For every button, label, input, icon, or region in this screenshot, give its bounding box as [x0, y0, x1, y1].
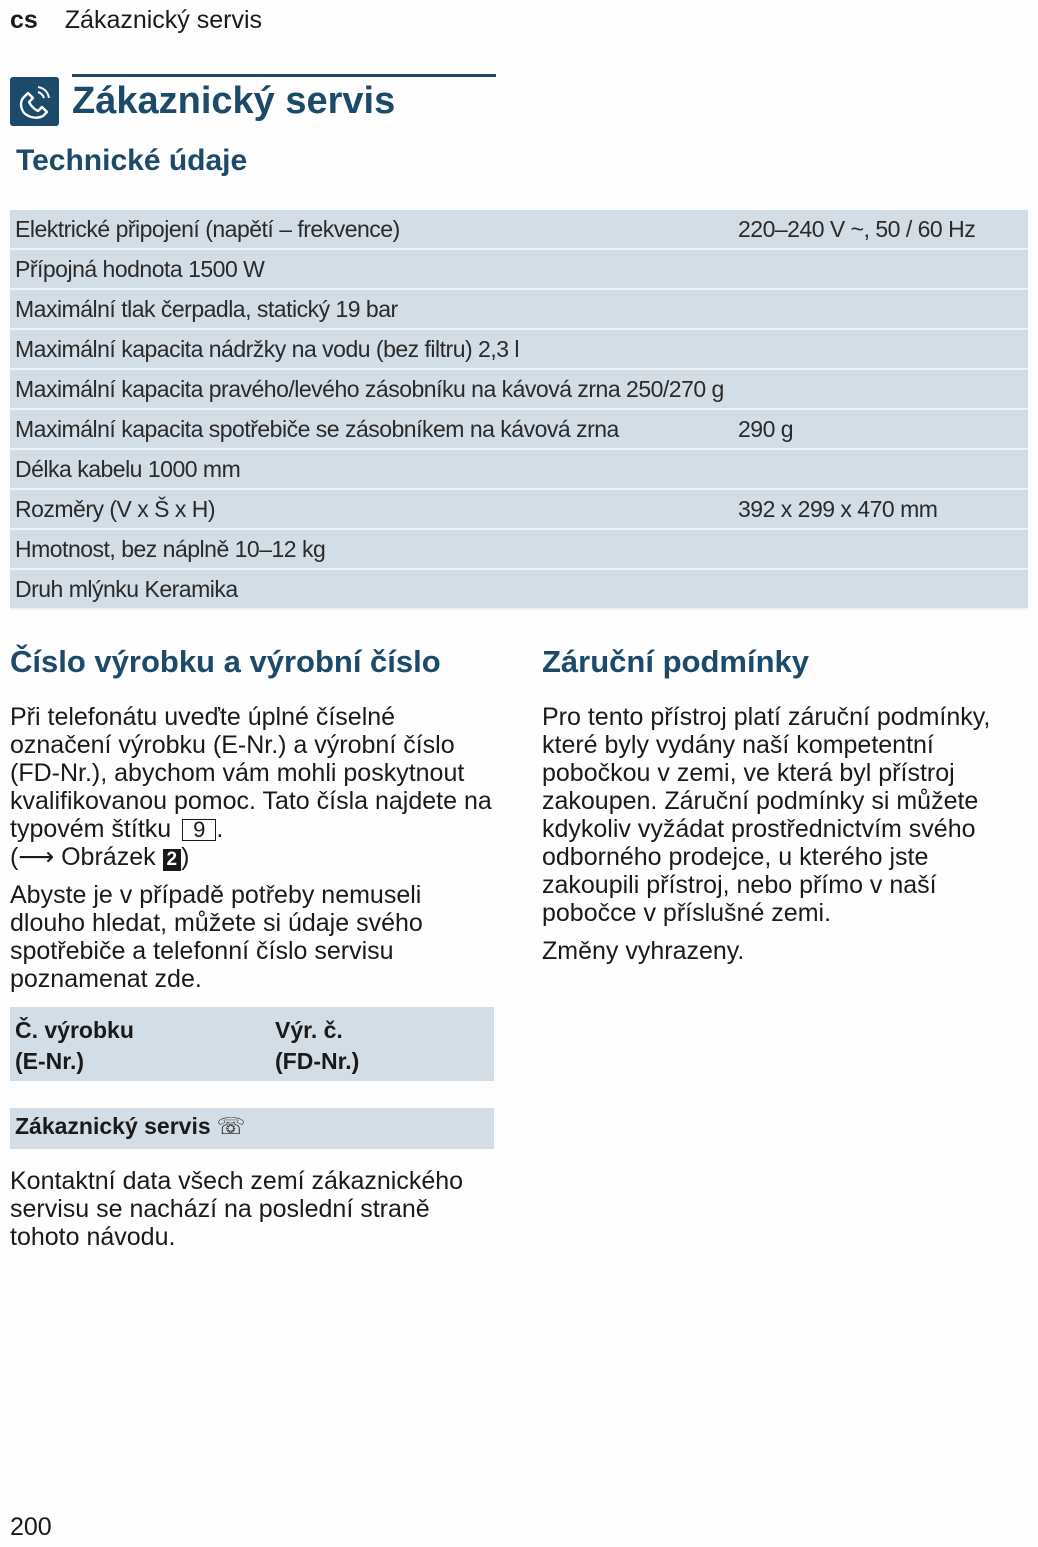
spec-label: Maximální kapacita nádržky na vodu (bez filtru) 2,3 l [15, 336, 520, 362]
spec-label: Maximální kapacita spotřebiče se zásobníkem na kávová zrna [15, 416, 619, 442]
product-number-text: Při telefonátu uveďte úplné číselné označení výrobku (E-Nr.) a výrobní číslo (FD-Nr.), abychom vám mohli poskytnout kvalifikovanou pomoc. Tato čísla najdete na typovém štítku [10, 703, 492, 843]
rating-plate-ref: 9 [182, 819, 216, 841]
figure-ref-text: (⟶ Obrázek [10, 843, 156, 871]
spec-label: Maximální tlak čerpadla, statický 19 bar [15, 296, 398, 322]
spec-label: Přípojná hodnota 1500 W [15, 256, 265, 282]
spec-row [10, 410, 1028, 450]
spec-label: Druh mlýnku Keramika [15, 576, 238, 602]
spec-value: 290 g [738, 416, 794, 442]
language-code: cs [10, 6, 38, 34]
spec-label: Elektrické připojení (napětí – frekvence) [15, 216, 400, 242]
e-nr-label: Č. výrobku [15, 1017, 134, 1043]
page-title: Zákaznický servis [72, 80, 396, 122]
customer-service-text: Zákaznický servis [15, 1113, 211, 1139]
spec-row [10, 370, 1028, 410]
spec-row [10, 570, 1028, 610]
warranty-section [542, 643, 1032, 975]
product-number-heading: Číslo výrobku a výrobní číslo [10, 644, 441, 679]
spec-label: Délka kabelu 1000 mm [15, 456, 241, 482]
warranty-paragraph: Pro tento přístroj platí záruční podmínky, které byly vydány naší kompetentní pobočkou v zemi, ve která byl přístroj zakoupen. Záruční podmínky si můžete kdykoliv vyžádat prostřednictvím svého odborného prodejce, u kterého jste zakoupili přístroj, nebo přímo v naší pobočce v příslušné zemi. [542, 703, 991, 927]
contact-note: Kontaktní data všech zemí zákaznického servisu se nachází na poslední straně tohoto návodu. [10, 1167, 464, 1251]
period: . [216, 815, 224, 843]
spec-row [10, 210, 1028, 250]
fd-nr-label: Výr. č. [275, 1017, 343, 1043]
spec-label: Hmotnost, bez náplně 10–12 kg [15, 536, 326, 562]
changes-reserved: Změny vyhrazeny. [542, 937, 745, 965]
spec-row [10, 530, 1028, 570]
fd-nr-field [275, 1015, 359, 1077]
product-number-paragraph [10, 703, 500, 871]
warranty-heading: Záruční podmínky [542, 644, 809, 679]
spec-value: 220–240 V ~, 50 / 60 Hz [738, 216, 976, 242]
spec-row [10, 490, 1028, 530]
customer-service-label [15, 1113, 245, 1140]
customer-service-box [10, 1108, 494, 1149]
spec-label: Maximální kapacita pravého/levého zásobníku na kávová zrna 250/270 g [15, 376, 724, 402]
spec-table [10, 210, 1028, 610]
page-number: 200 [10, 1513, 52, 1541]
fd-nr-sublabel: (FD-Nr.) [275, 1048, 360, 1074]
e-nr-sublabel: (E-Nr.) [15, 1048, 84, 1074]
figure-ref-close: ) [181, 843, 190, 871]
header-section: Zákaznický servis [64, 6, 263, 34]
page-header [10, 6, 262, 35]
product-number-section [10, 643, 500, 1003]
spec-row [10, 450, 1028, 490]
figure-number: 2 [163, 849, 182, 871]
title-rule [72, 74, 496, 77]
spec-value: 392 x 299 x 470 mm [738, 496, 938, 522]
spec-row [10, 250, 1028, 290]
note-paragraph: Abyste je v případě potřeby nemuseli dlouho hledat, můžete si údaje svého spotřebiče a telefonní číslo servisu poznamenat zde. [10, 881, 423, 993]
phone-handset-icon [10, 77, 59, 126]
technical-data-heading: Technické údaje [16, 144, 248, 177]
spec-row [10, 330, 1028, 370]
spec-row [10, 290, 1028, 330]
spec-label: Rozměry (V x Š x H) [15, 496, 216, 522]
e-nr-field [15, 1015, 134, 1077]
telephone-icon: ☏ [216, 1113, 246, 1139]
product-id-box [10, 1007, 494, 1081]
